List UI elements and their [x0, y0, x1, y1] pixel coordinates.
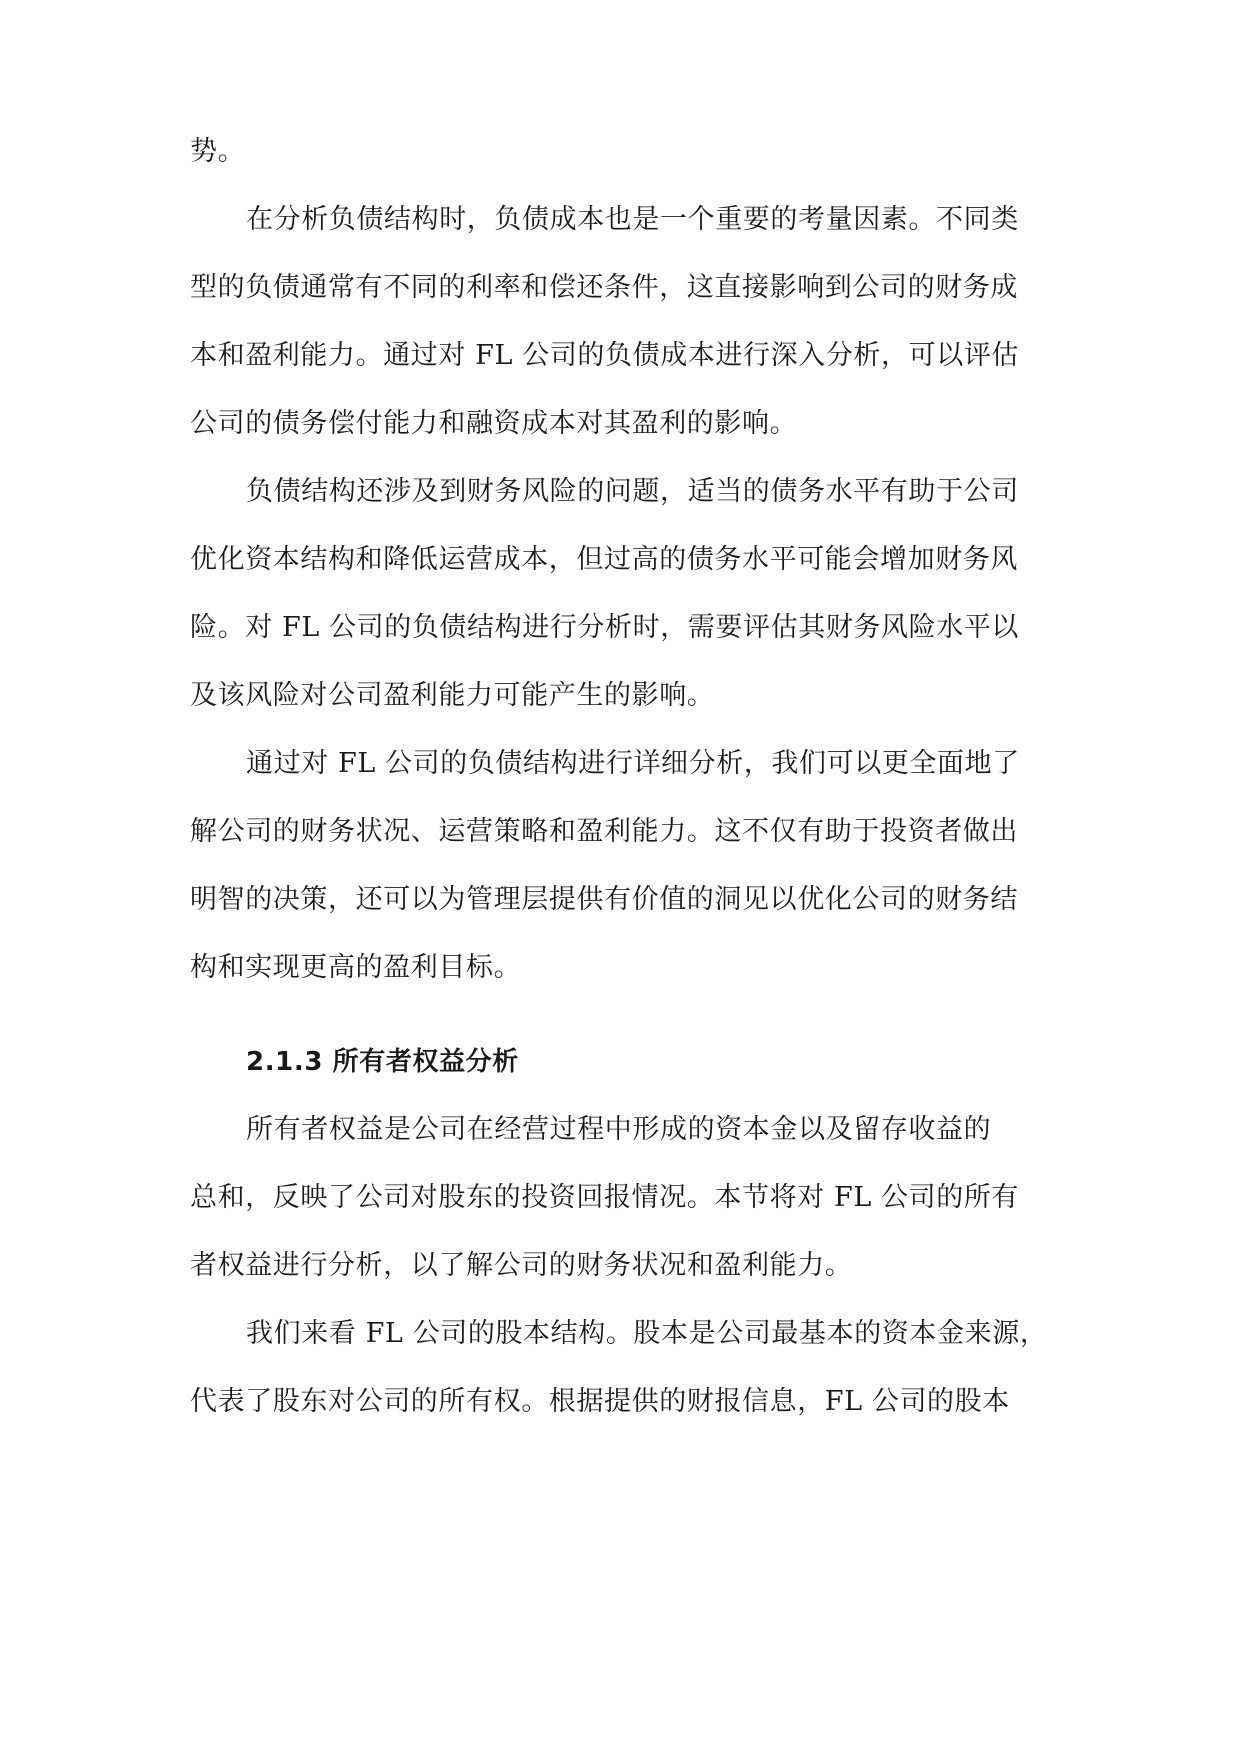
paragraph-first-line: 所有者权益是公司在经营过程中形成的资本金以及留存收益的: [246, 1114, 992, 1145]
paragraph-line: 本和盈利能力。通过对 FL 公司的负债成本进行深入分析，可以评估: [190, 340, 1020, 371]
paragraph-first-line: 负债结构还涉及到财务风险的问题，适当的债务水平有助于公司: [246, 476, 1019, 507]
paragraph-first-line: 通过对 FL 公司的负债结构进行详细分析，我们可以更全面地了: [246, 748, 1020, 779]
paragraph-line: 解公司的财务状况、运营策略和盈利能力。这不仅有助于投资者做出: [190, 816, 1018, 847]
paragraph-line: 代表了股东对公司的所有权。根据提供的财报信息，FL 公司的股本: [190, 1386, 1010, 1417]
paragraph-line: 及该风险对公司盈利能力可能产生的影响。: [190, 680, 715, 711]
paragraph-line: 势。: [190, 136, 246, 167]
paragraph-line: 险。对 FL 公司的负债结构进行分析时，需要评估其财务风险水平以: [190, 612, 1020, 643]
paragraph-line: 型的负债通常有不同的利率和偿还条件，这直接影响到公司的财务成: [190, 272, 1018, 303]
paragraph-first-line: 在分析负债结构时，负债成本也是一个重要的考量因素。不同类: [246, 204, 1019, 235]
paragraph-line: 构和实现更高的盈利目标。: [190, 952, 522, 983]
section-heading: 2.1.3 所有者权益分析: [246, 1047, 519, 1077]
paragraph-line: 明智的决策，还可以为管理层提供有价值的洞见以优化公司的财务结: [190, 884, 1018, 915]
paragraph-line: 总和，反映了公司对股东的投资回报情况。本节将对 FL 公司的所有: [190, 1182, 1020, 1213]
paragraph-line: 公司的债务偿付能力和融资成本对其盈利的影响。: [190, 408, 798, 439]
paragraph-line: 者权益进行分析，以了解公司的财务状况和盈利能力。: [190, 1250, 853, 1281]
paragraph-first-line: 我们来看 FL 公司的股本结构。股本是公司最基本的资本金来源，: [246, 1318, 1048, 1349]
paragraph-line: 优化资本结构和降低运营成本，但过高的债务水平可能会增加财务风: [190, 544, 1018, 575]
